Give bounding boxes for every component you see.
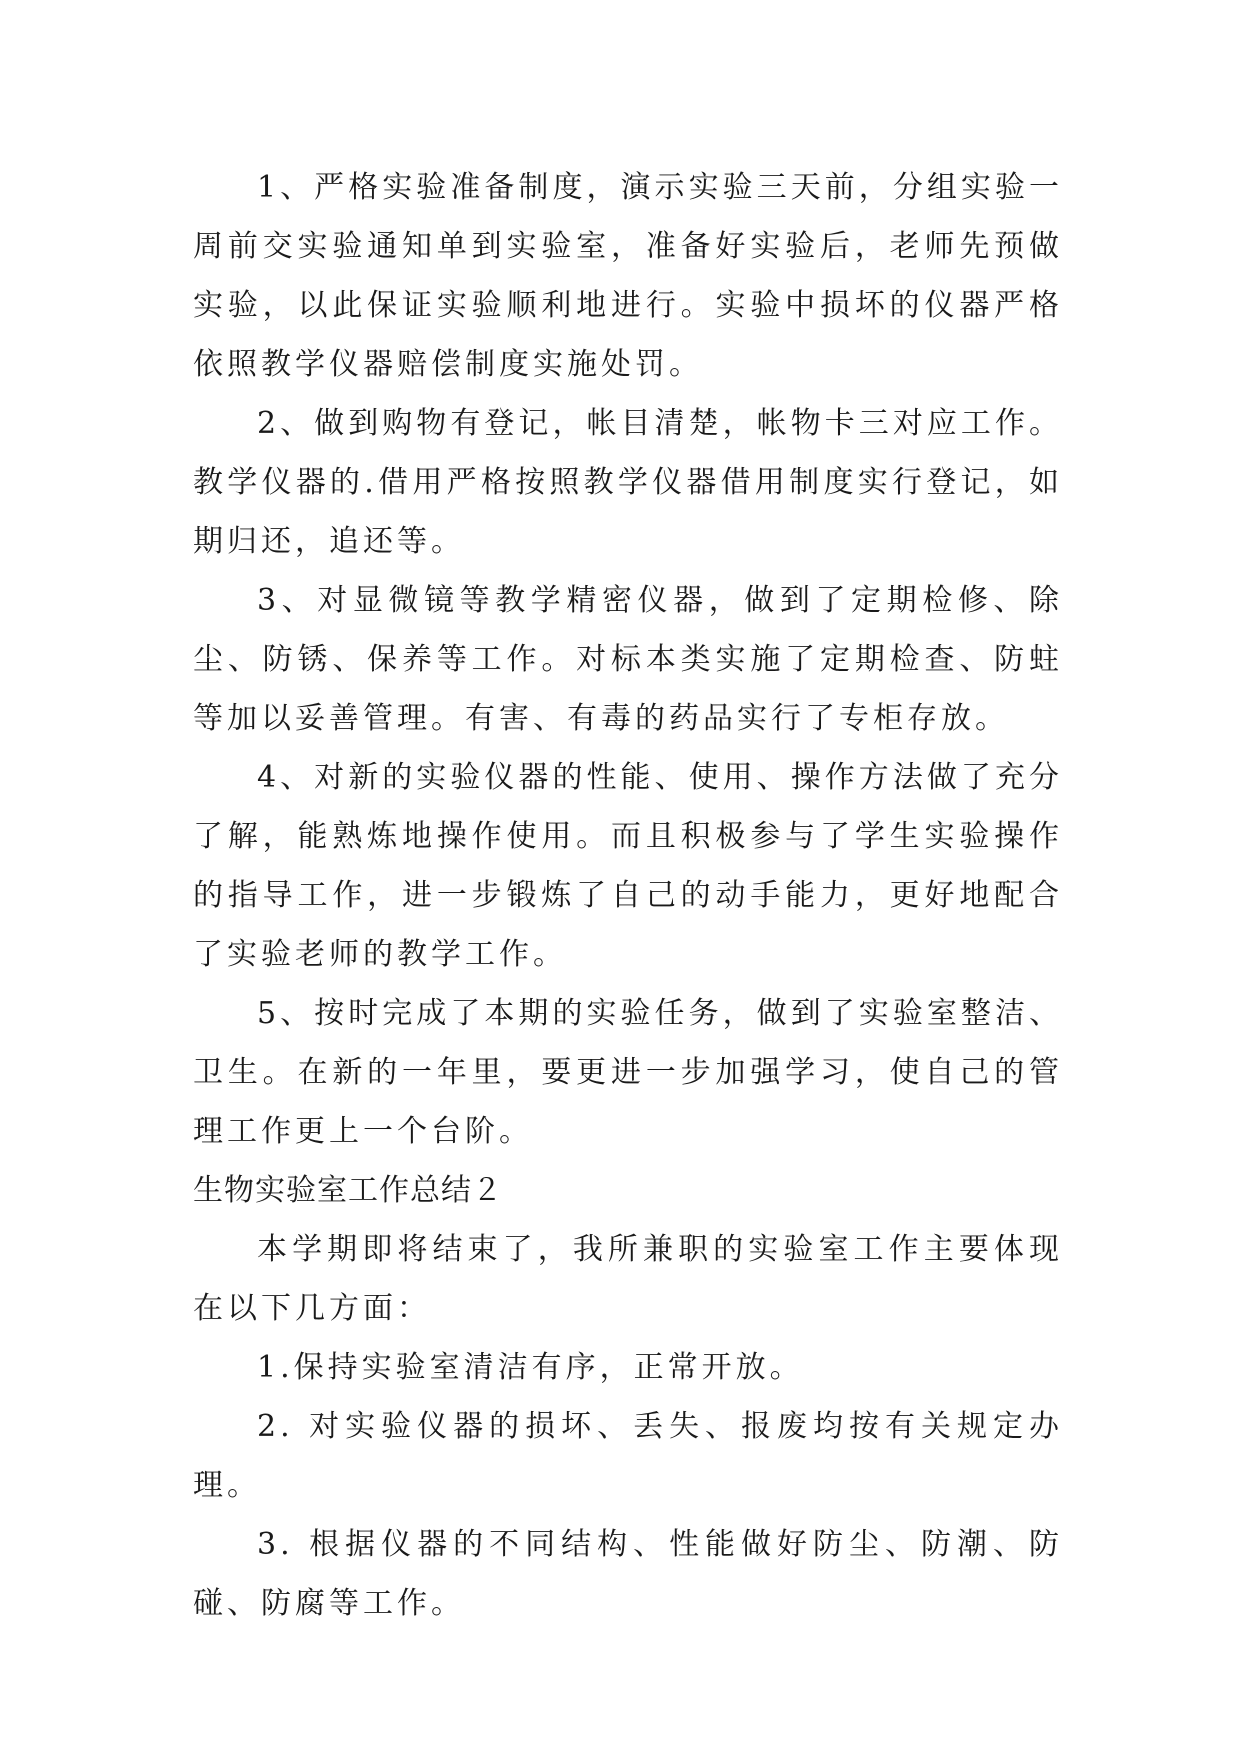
paragraph-item-3: 3、对显微镜等教学精密仪器，做到了定期检修、除尘、防锈、保养等工作。对标本类实施了定期检查、防蛀等加以妥善管理。有害、有毒的药品实行了专柜存放。 xyxy=(193,583,1063,736)
paragraph-point-1: 1.保持实验室清洁有序，正常开放。 xyxy=(257,1350,804,1385)
paragraph-point-2: 2. 对实验仪器的损坏、丢失、报废均按有关规定办理。 xyxy=(193,1409,1063,1503)
paragraph-point-3: 3. 根据仪器的不同结构、性能做好防尘、防潮、防碰、防腐等工作。 xyxy=(193,1527,1063,1621)
paragraph-item-1: 1、严格实验准备制度，演示实验三天前，分组实验一周前交实验通知单到实验室，准备好实验后，老师先预做实验，以此保证实验顺利地进行。实验中损坏的仪器严格依照教学仪器赔偿制度实施处罚。 xyxy=(193,170,1063,382)
paragraph-item-2: 2、做到购物有登记，帐目清楚，帐物卡三对应工作。教学仪器的.借用严格按照教学仪器借用制度实行登记，如期归还，追还等。 xyxy=(193,406,1063,559)
document-body xyxy=(193,158,1063,1633)
section-heading: 生物实验室工作总结２ xyxy=(193,1173,503,1208)
paragraph-intro: 本学期即将结束了，我所兼职的实验室工作主要体现在以下几方面： xyxy=(193,1232,1063,1326)
paragraph-item-5: 5、按时完成了本期的实验任务，做到了实验室整洁、卫生。在新的一年里，要更进一步加强学习，使自己的管理工作更上一个台阶。 xyxy=(193,996,1063,1149)
paragraph-item-4: 4、对新的实验仪器的性能、使用、操作方法做了充分了解，能熟炼地操作使用。而且积极参与了学生实验操作的指导工作，进一步锻炼了自己的动手能力，更好地配合了实验老师的教学工作。 xyxy=(193,760,1063,972)
